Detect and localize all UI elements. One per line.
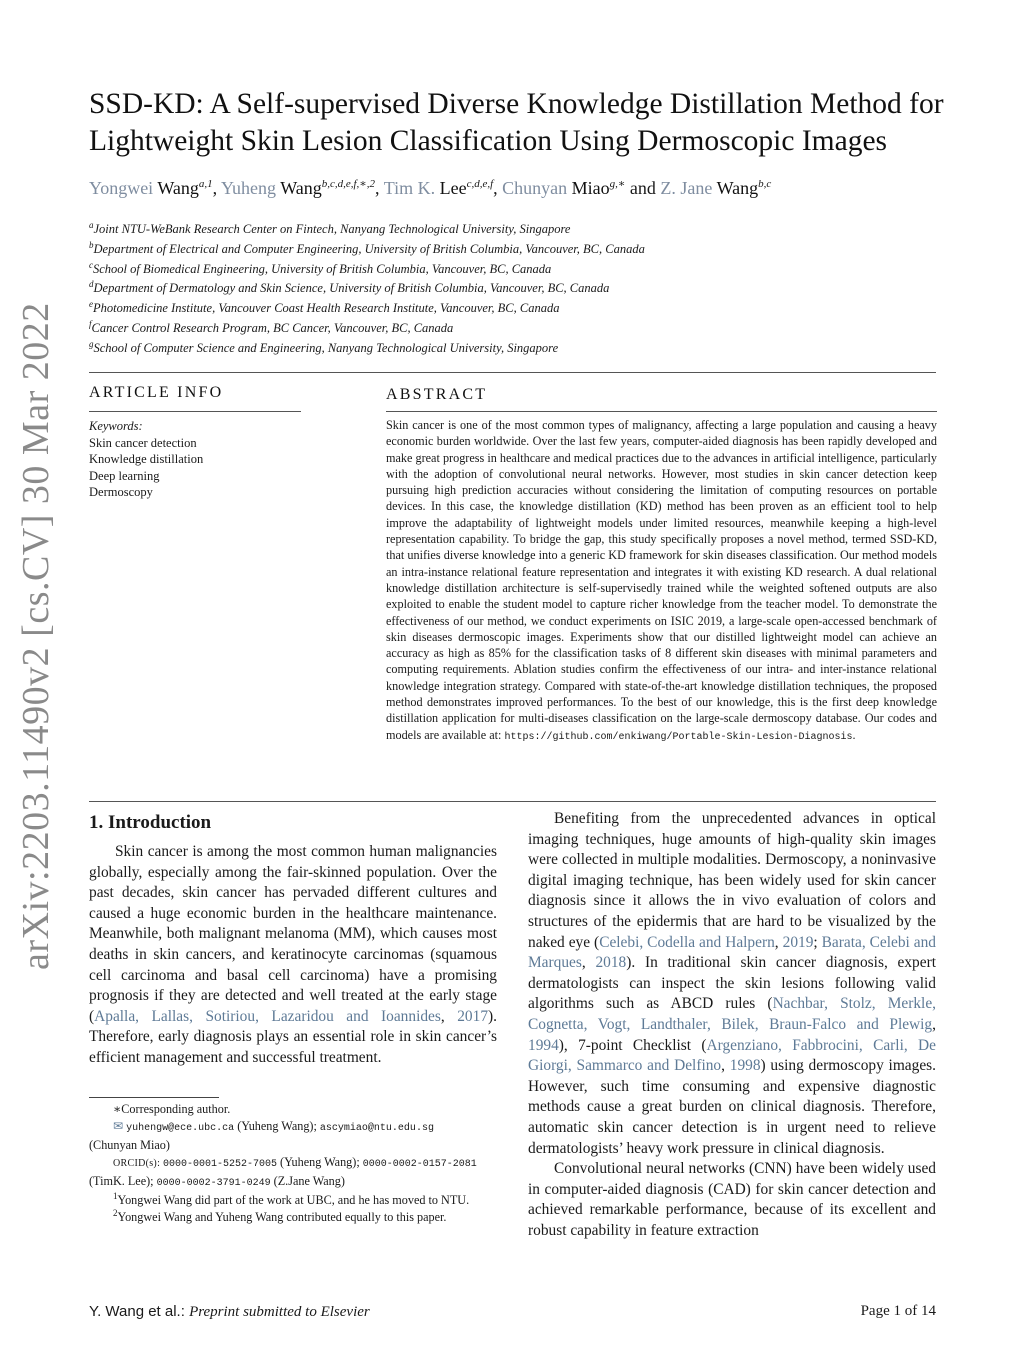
- author-first-name: Z. Jane: [660, 178, 717, 198]
- author-last-name: Lee: [439, 178, 467, 198]
- author-separator: ,: [493, 178, 503, 198]
- author-separator: ,: [375, 178, 384, 198]
- citation-link[interactable]: 1994: [528, 1036, 559, 1054]
- author[interactable]: [221, 178, 375, 198]
- footer-author: Y. Wang et al.:: [89, 1303, 190, 1320]
- abstract-text: Skin cancer is one of the most common types of malignancy, affecting a large population and causing a heavy economic burden worldwide. Over the last few years, computer-aided diagnosis has been rapidly developed and make great progress in healthcare and medical practices due to the advances in artificial intelligence, particularly with the adoption of convolutional neural networks. However, most studies in skin cancer detection keep pursuing high prediction accuracies without considering the limitation of computing resources on portable devices. In this case, the knowledge distillation (KD) method has been proven as an efficient tool to help improve the adaptability of lightweight models under limited resources, meanwhile keeping a high-level representation capability. To bridge the gap, this study specifically proposes a novel method, termed SSD-KD, that unifies diverse knowledge into a generic KD framework for skin diseases classification. Our method models an intra-instance relational feature representation and integrates it with existing KD research. A dual relational knowledge distillation architecture is self-supervisedly trained while the weighted softened outputs are also exploited to enable the student model to capture richer knowledge from the teacher model. To demonstrate the effectiveness of our method, we conduct experiments on ISIC 2019, a large-scale open-accessed benchmark of skin diseases dermoscopic images. Experiments show that our distilled lightweight model can achieve an accuracy as high as 85% for the classification tasks of 8 different skin diseases with minimal parameters and computing requirements. Ablation studies confirm the effectiveness of our intra- and inter-instance relational knowledge integration strategy. Compared with state-of-the-art knowledge distillation techniques, the proposed method demonstrates improved performances. To the best of our knowledge, this is the first deep knowledge distillation application for multi-diseases classification on the large-scale dermoscopy database. Our codes and models are available at:: [386, 418, 937, 742]
- paragraph-text: ,: [581, 954, 596, 972]
- intro-paragraph-3: Convolutional neural networks (CNN) have been widely used in computer-aided diagnosis (CAD) for skin cancer detection and achieved remarkable performance, because of its excellent and robust capability in feature extraction: [528, 1160, 936, 1239]
- author-separator: and: [625, 178, 661, 198]
- orcid-link-1[interactable]: 0000-0001-5252-7005: [162, 1159, 277, 1170]
- footnote-1-text: Yongwei Wang did part of the work at UBC, and he has moved to NTU.: [117, 1193, 470, 1207]
- abstract-end: .: [852, 727, 856, 742]
- paragraph-text: ,: [774, 933, 783, 951]
- affiliation-mark: a: [89, 219, 94, 230]
- section-heading-introduction: 1. Introduction: [89, 812, 212, 833]
- footnote-rule: [89, 1097, 219, 1098]
- paragraph-text: Benefiting from the unprecedented advances in optical imaging techniques, huge amounts of high-quality skin images were collected in multiple modalities. Dermoscopy, a noninvasive digital imaging technique, has been widely used for skin cancer diagnosis since it allows the in vivo evaluation of colors and structures of the epidermis that are hard to be visualized by the naked eye (: [528, 810, 936, 951]
- author-first-name: Chunyan: [502, 178, 572, 198]
- author-last-name: Wang: [280, 178, 322, 198]
- author-first-name: Yuheng: [221, 178, 281, 198]
- paper-title: SSD-KD: A Self-supervised Diverse Knowledge Distillation Method for Lightweight Skin Lesion Classification Using Dermoscopic Images: [89, 88, 944, 157]
- affiliation-mark: f: [89, 318, 92, 329]
- affiliation: [89, 279, 645, 299]
- orcid-name-2: (TimK. Lee);: [89, 1174, 157, 1188]
- footnote-orcid: [89, 1154, 497, 1173]
- paragraph-text: ). Therefore, early diagnosis plays an essential role in skin cancer’s efficient management and successful treatment.: [89, 1007, 497, 1066]
- footnote-1-mark: 1: [113, 1190, 118, 1201]
- author-list: [89, 178, 771, 199]
- header-divider: [89, 372, 936, 373]
- author-affiliation-marks: b,c: [758, 178, 772, 190]
- author[interactable]: [89, 178, 213, 198]
- orcid-label: ORCID(s):: [113, 1158, 163, 1169]
- affiliation-text: School of Biomedical Engineering, University of British Columbia, Vancouver, BC, Canada: [93, 261, 552, 276]
- author-affiliation-marks: b,c,d,e,f,∗,2: [321, 178, 376, 190]
- intro-paragraph-1: [89, 842, 497, 1069]
- email-icon: ✉: [113, 1119, 124, 1133]
- footnote-orcid-cont: [89, 1173, 497, 1192]
- orcid-link-2[interactable]: 0000-0002-0157-2081: [362, 1159, 477, 1170]
- intro-right-column: [528, 809, 936, 1241]
- footnote-emails: [89, 1118, 497, 1137]
- author-last-name: Wang: [157, 178, 199, 198]
- affiliation-text: Cancer Control Research Program, BC Cancer, Vancouver, BC, Canada: [91, 320, 454, 335]
- orcid-name-3: (Z.Jane Wang): [270, 1174, 345, 1188]
- author[interactable]: [502, 178, 625, 198]
- affiliation-text: School of Computer Science and Engineering, Nanyang Technological University, Singapore: [93, 340, 559, 355]
- footnote-2: [89, 1209, 497, 1226]
- affiliation-mark: d: [89, 279, 94, 290]
- affiliation-mark: c: [89, 259, 93, 270]
- keywords-label: Keywords:: [89, 419, 143, 433]
- citation-link[interactable]: Apalla, Lallas, Sotiriou, Lazaridou and Ioannides: [94, 1007, 441, 1025]
- citation-link[interactable]: Barata, Celebi and Marques: [528, 933, 937, 972]
- affiliation-list: [89, 220, 645, 359]
- email-link-chunyan[interactable]: ascymiao@ntu.edu.sg: [319, 1123, 434, 1134]
- footnote-email-name: (Chunyan Miao): [89, 1138, 170, 1152]
- footer-running-head: [89, 1303, 370, 1321]
- citation-link[interactable]: 1998: [729, 1057, 761, 1075]
- footnotes: [89, 1101, 497, 1226]
- author-separator: ,: [212, 178, 222, 198]
- affiliation-mark: g: [89, 338, 94, 349]
- paragraph-text: ,: [721, 1057, 730, 1075]
- keyword: Knowledge distillation: [89, 452, 204, 466]
- author-affiliation-marks: c,d,e,f: [466, 178, 494, 190]
- paragraph-text: ,: [440, 1007, 458, 1025]
- orcid-name-1: (Yuheng Wang);: [276, 1155, 363, 1169]
- abstract-heading: ABSTRACT: [386, 386, 488, 403]
- affiliation-text: Department of Dermatology and Skin Science, University of British Columbia, Vancouver, BC, Canada: [93, 281, 610, 296]
- footer-journal: Preprint submitted to Elsevier: [189, 1304, 370, 1320]
- paragraph-text: ;: [813, 933, 822, 951]
- affiliation-mark: b: [89, 239, 94, 250]
- keyword: Skin cancer detection: [89, 435, 197, 450]
- intro-paragraph-2: [528, 809, 936, 1159]
- affiliation: [89, 319, 645, 339]
- author-affiliation-marks: g,∗: [609, 178, 626, 190]
- paragraph-text: ), 7-point Checklist (: [558, 1036, 707, 1054]
- citation-link[interactable]: 2018: [595, 954, 627, 972]
- affiliation-text: Joint NTU-WeBank Research Center on Fintech, Nanyang Technological University, Singapore: [93, 222, 571, 236]
- citation-link[interactable]: 2017: [457, 1007, 489, 1025]
- orcid-link-3[interactable]: 0000-0002-3791-0249: [156, 1178, 271, 1189]
- paragraph-text: ,: [932, 1015, 936, 1033]
- affiliation-text: Department of Electrical and Computer Engineering, University of British Columbia, Vancouver, BC, Canada: [93, 241, 645, 256]
- affiliation-text: Photomedicine Institute, Vancouver Coast Health Research Institute, Vancouver, BC, Canada: [93, 301, 560, 316]
- abstract-bottom-divider: [89, 801, 936, 802]
- affiliation: [89, 339, 645, 359]
- affiliation: [89, 299, 645, 319]
- article-info-heading: ARTICLE INFO: [89, 384, 224, 401]
- footnote-1: [89, 1192, 497, 1209]
- citation-link[interactable]: Argenziano, Fabbrocini, Carli, De Giorgi, Sammarco and Delfino: [528, 1036, 936, 1075]
- abstract-body: [386, 417, 937, 746]
- abstract-divider: [386, 411, 937, 412]
- page-number: Page 1 of 14: [860, 1303, 936, 1319]
- affiliation: [89, 260, 645, 280]
- author-last-name: Miao: [571, 178, 610, 198]
- citation-link[interactable]: 2019: [782, 933, 814, 951]
- article-info-divider: [89, 411, 301, 412]
- citation-link[interactable]: Celebi, Codella and Halpern: [599, 933, 775, 951]
- affiliation: [89, 220, 645, 240]
- footnote-corresponding: ∗Corresponding author.: [113, 1102, 231, 1116]
- keywords-list: [89, 435, 203, 501]
- affiliation-mark: e: [89, 299, 93, 310]
- keyword: Deep learning: [89, 468, 160, 483]
- paragraph-text: Skin cancer is among the most common human malignancies globally, especially among the fair-skinned population. Over the past decades, skin cancer has pervaded different cultures and caused a huge economic burden in the healthcare maintenance. Meanwhile, both malignant melanoma (MM), which causes most deaths in skin cancers, and keratinocyte carcinomas (squamous cell carcinoma and basal cell carcinoma) have a promising prognosis if they are detected and well treated at the early stage (: [89, 843, 497, 1025]
- keywords-block: [89, 418, 203, 501]
- code-url-link[interactable]: https://github.com/enkiwang/Portable-Skin-Lesion-Diagnosis: [504, 731, 853, 743]
- email-name-yuheng: (Yuheng Wang);: [234, 1119, 320, 1133]
- intro-left-column: [89, 842, 497, 1069]
- author-last-name: Wang: [716, 178, 759, 198]
- author-first-name: Yongwei: [89, 178, 158, 198]
- author[interactable]: [384, 178, 493, 198]
- author-affiliation-marks: a,1: [198, 178, 213, 190]
- footnote-2-text: Yongwei Wang and Yuheng Wang contributed equally to this paper.: [117, 1210, 447, 1224]
- author[interactable]: [660, 178, 771, 198]
- citation-link[interactable]: Nachbar, Stolz, Merkle, Cognetta, Vogt, Landthaler, Bilek, Braun-Falco and Plewig: [528, 995, 936, 1033]
- paragraph-text: ) using dermoscopy images. However, such time consuming and expensive diagnostic methods cause a great burden on clinical diagnosis. Therefore, automatic skin cancer detection is in urgent need to relieve dermatologists’ heavy work pressure in clinical diagnosis.: [528, 1057, 936, 1157]
- paragraph-text: ). In traditional skin cancer diagnosis, expert dermatologists can inspect the skin lesions following valid algorithms such as ABCD rules (: [528, 954, 936, 1013]
- footnote-2-mark: 2: [113, 1207, 118, 1218]
- arxiv-stamp: arXiv:2203.11490v2 [cs.CV] 30 Mar 2022: [15, 302, 57, 970]
- author-first-name: Tim K.: [383, 178, 440, 198]
- email-link-yuheng[interactable]: yuhengw@ece.ubc.ca: [126, 1123, 235, 1134]
- keyword: Dermoscopy: [89, 485, 153, 499]
- affiliation: [89, 240, 645, 260]
